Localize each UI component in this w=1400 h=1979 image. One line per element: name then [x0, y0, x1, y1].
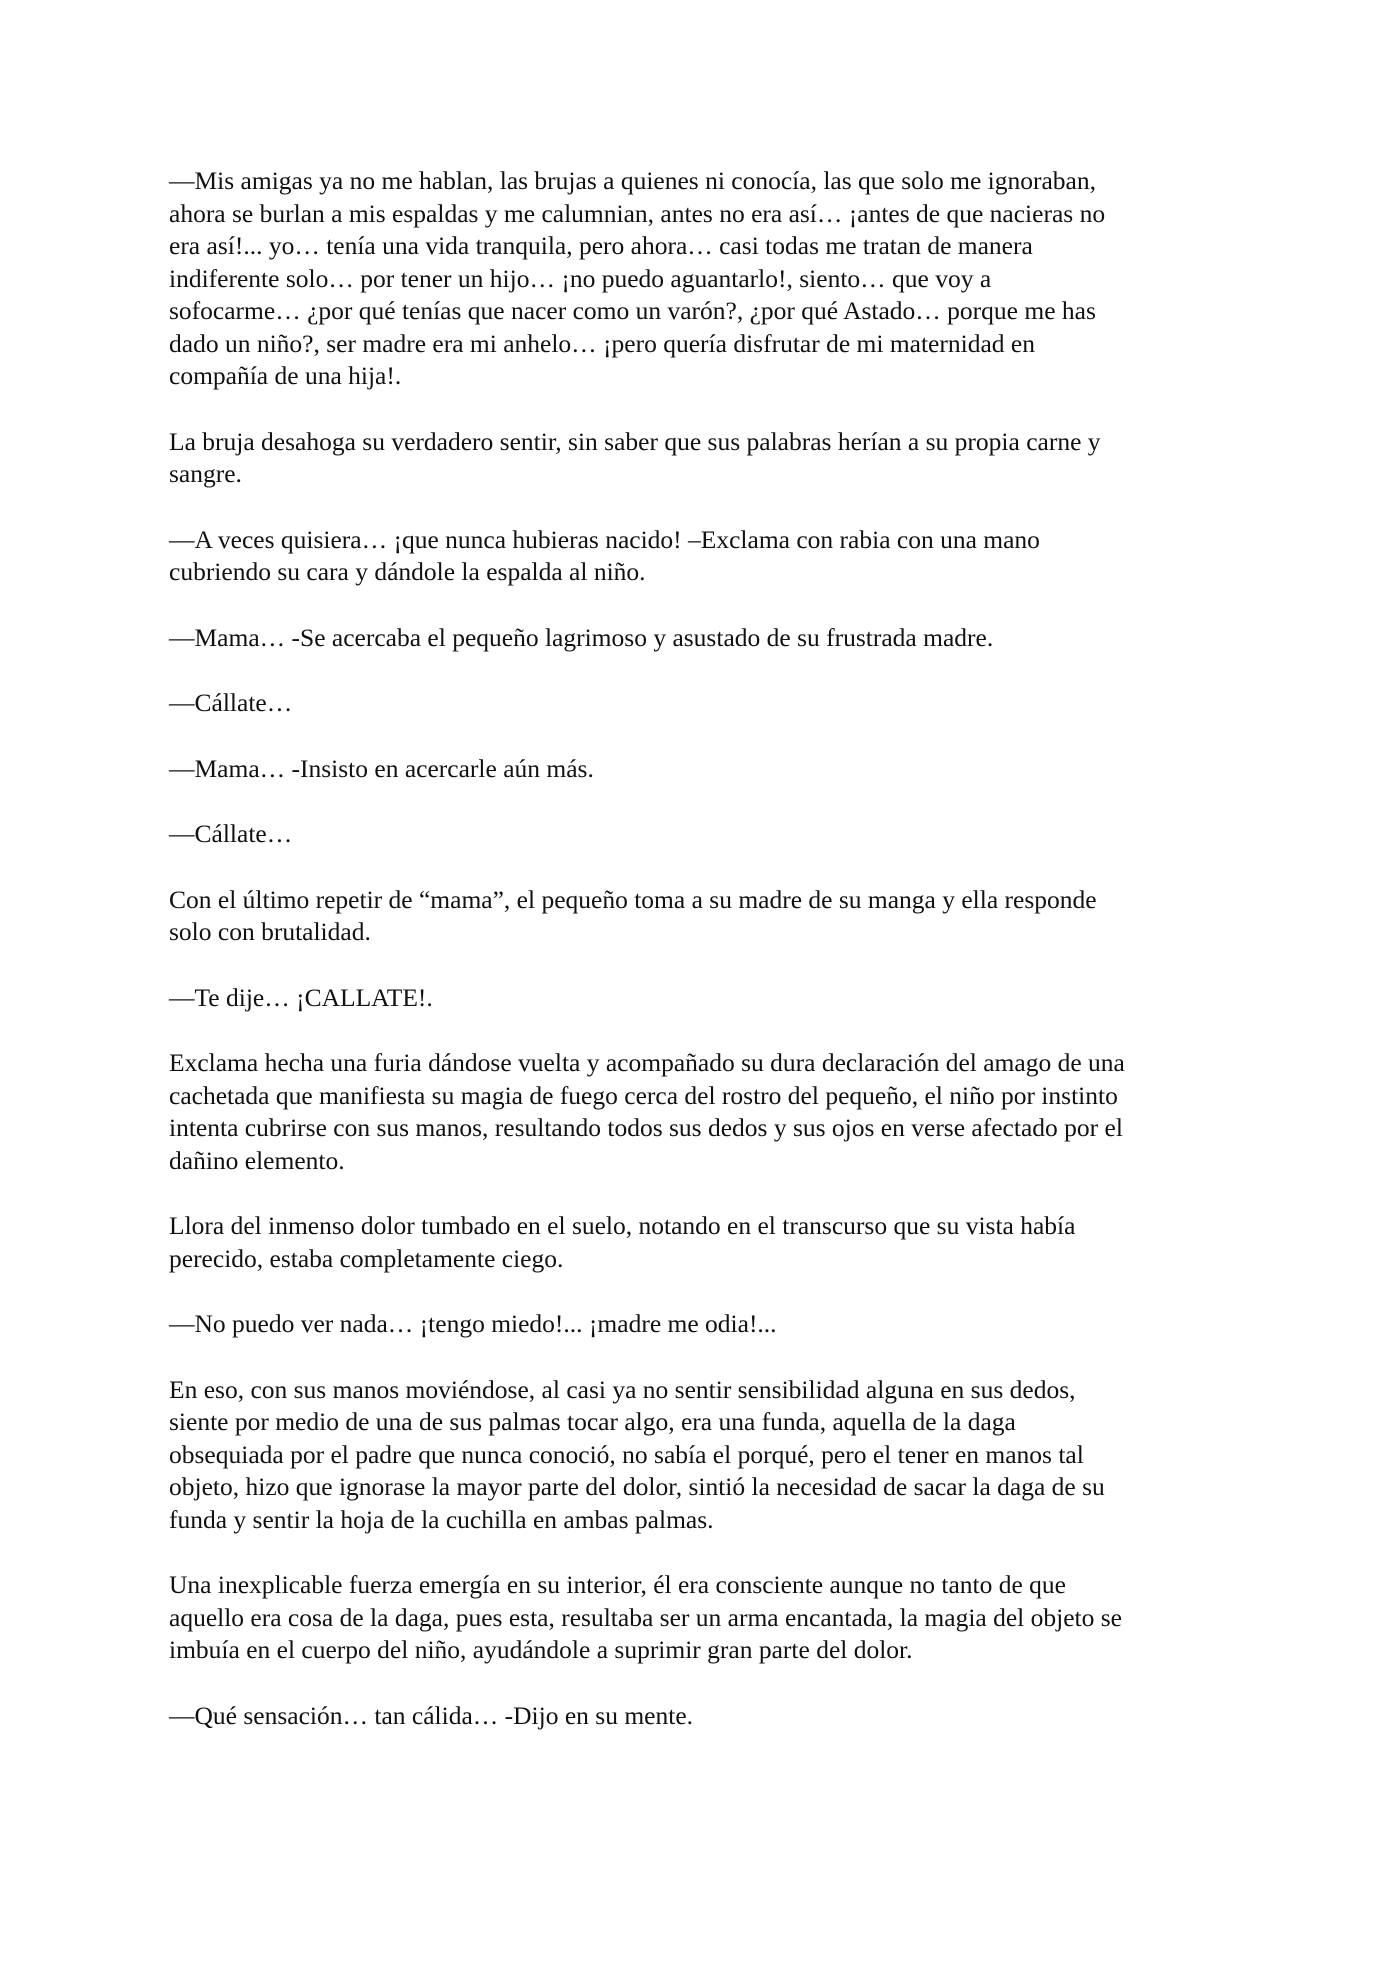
paragraph-11: Llora del inmenso dolor tumbado en el suelo, notando en el transcurso que su vista había perecido, estaba completamente ciego. [169, 1211, 1076, 1273]
paragraph-14: Una inexplicable fuerza emergía en su interior, él era consciente aunque no tanto de que aquello era cosa de la daga, pues esta, resultaba ser un arma encantada, la magia del objeto se imbuía en el cuerpo del niño, ayudándole a suprimir gran parte del dolor. [169, 1570, 1122, 1664]
paragraph-2: La bruja desahoga su verdadero sentir, sin saber que sus palabras herían a su propia carne y sangre. [169, 426, 1101, 488]
paragraph-10: Exclama hecha una furia dándose vuelta y acompañado su dura declaración del amago de una cachetada que manifiesta su magia de fuego cerca del rostro del pequeño, el niño por instinto intenta cubrirse con sus manos, resultando todos sus dedos y sus ojos en verse afectado por el dañino elemento. [169, 1048, 1125, 1175]
page-body [169, 165, 1249, 1765]
paragraph-15: —Qué sensación… tan cálida… -Dijo en su mente. [169, 1700, 694, 1730]
paragraph-9: —Te dije… ¡CALLATE!. [169, 982, 433, 1012]
paragraph-3: —A veces quisiera… ¡que nunca hubieras nacido! –Exclama con rabia con una mano cubriendo su cara y dándole la espalda al niño. [169, 524, 1040, 586]
paragraph-12: —No puedo ver nada… ¡tengo miedo!... ¡madre me odia!... [169, 1309, 777, 1338]
paragraph-1: —Mis amigas ya no me hablan, las brujas a quienes ni conocía, las que solo me ignoraban, ahora se burlan a mis espaldas y me calumnian, antes no era así… ¡antes de que nacieras no era así!... yo… tenía una vida tranquila, pero ahora… casi todas me tratan de manera indiferente solo… por tener un hijo… ¡no puedo aguantarlo!, siento… que voy a sofocarme… ¿por qué tenías que nacer como un varón?, ¿por qué Astado… porque me has dado un niño?, ser madre era mi anhelo… ¡pero quería disfrutar de mi maternidad en compañía de una hija!. [169, 166, 1106, 390]
paragraph-4: —Mama… -Se acercaba el pequeño lagrimoso y asustado de su frustrada madre. [169, 622, 994, 652]
paragraph-7: —Cállate… [169, 819, 293, 848]
paragraph-5: —Cállate… [169, 688, 293, 717]
paragraph-8: Con el último repetir de “mama”, el pequeño toma a su madre de su manga y ella responde solo con brutalidad. [169, 884, 1097, 946]
paragraph-6: —Mama… -Insisto en acercarle aún más. [169, 753, 594, 783]
paragraph-13: En eso, con sus manos moviéndose, al casi ya no sentir sensibilidad alguna en sus dedos, siente por medio de una de sus palmas tocar algo, era una funda, aquella de la daga obsequiada por el padre que nunca conoció, no sabía el porqué, pero el tener en manos tal objeto, hizo que ignorase la mayor parte del dolor, sintió la necesidad de sacar la daga de su funda y sentir la hoja de la cuchilla en ambas palmas. [169, 1374, 1105, 1534]
